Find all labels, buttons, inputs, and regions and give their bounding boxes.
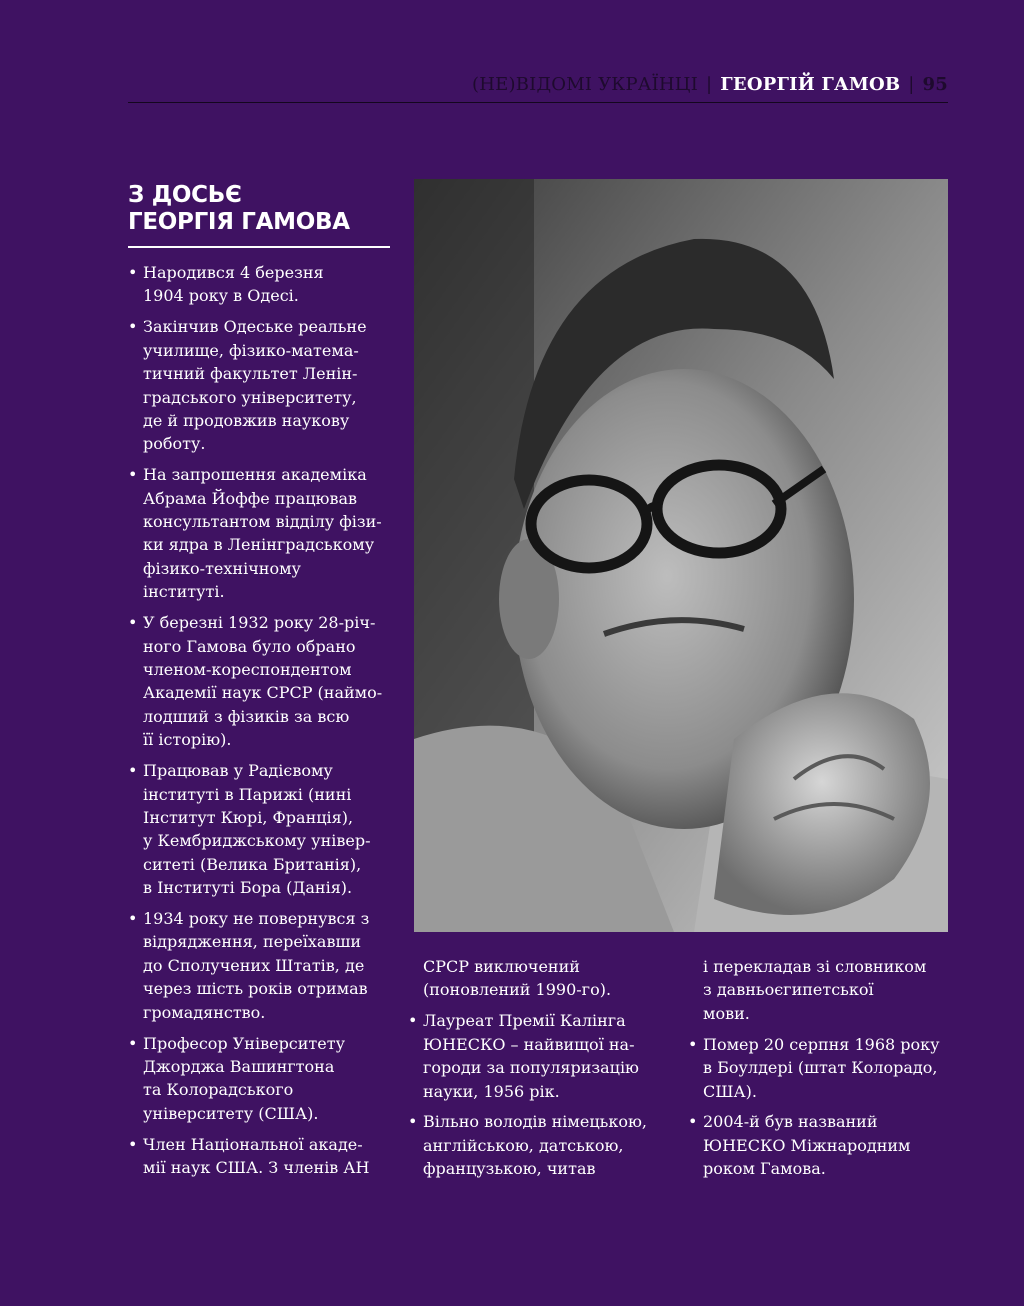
- fact-item: [128, 611, 390, 751]
- text-line: • Вільно володів німецькою,: [423, 1112, 647, 1132]
- text-line: і перекладав зі словником: [703, 957, 927, 976]
- fact-item: [128, 907, 390, 1024]
- fact-list-3: [688, 1033, 948, 1181]
- text-line: лодший з фізиків за всю: [143, 706, 350, 726]
- text-line: градського університету,: [143, 387, 357, 407]
- text-line: та Колорадського: [143, 1080, 294, 1100]
- text-line: ЮНЕСКО – найвищої на-: [423, 1034, 635, 1054]
- text-line: громадянство.: [143, 1002, 266, 1022]
- fact-item: [128, 261, 390, 308]
- text-line: де й продовжив наукову: [143, 410, 350, 430]
- fact-item: [408, 1110, 663, 1180]
- text-line: • У березні 1932 року 28-річ-: [143, 613, 376, 633]
- text-line: роком Гамова.: [703, 1159, 826, 1179]
- fact-item: [128, 315, 390, 455]
- text-line: • На запрошення академіка: [143, 465, 367, 485]
- fact-list-2: [408, 1009, 663, 1180]
- dossier-heading-line-1: З ДОСЬЄ: [128, 182, 242, 208]
- text-line: городи за популяризацію: [423, 1058, 639, 1078]
- text-line: роботу.: [143, 434, 206, 454]
- text-line: мови.: [703, 1003, 750, 1023]
- dossier-heading: [128, 182, 390, 248]
- header-separator-2: |: [908, 73, 915, 95]
- text-line: її історію).: [143, 730, 232, 750]
- text-line: 1904 року в Одесі.: [143, 286, 299, 306]
- text-line: науки, 1956 рік.: [423, 1081, 560, 1101]
- fact-item: [128, 463, 390, 603]
- text-line: ки ядра в Ленінградському: [143, 535, 375, 555]
- text-line: в Боулдері (штат Колорадо,: [703, 1058, 938, 1078]
- fact-item: [128, 759, 390, 899]
- text-line: • Лауреат Премії Калінга: [423, 1011, 626, 1031]
- person-name: ГЕОРГІЙ ГАМОВ: [720, 73, 901, 95]
- portrait-illustration: [414, 179, 948, 932]
- fact-item: [128, 1032, 390, 1126]
- text-line: • 2004-й був названий: [703, 1112, 878, 1132]
- text-line: відрядження, переїхавши: [143, 932, 362, 952]
- text-line: французькою, читав: [423, 1159, 596, 1179]
- text-line: ситеті (Велика Британія),: [143, 854, 362, 874]
- text-line: • Закінчив Одеське реальне: [143, 317, 367, 337]
- text-line: у Кембриджському універ-: [143, 831, 371, 851]
- text-line: фізико-технічному: [143, 558, 301, 578]
- fact-list-column-1: [128, 261, 390, 1187]
- text-line: мії наук США. З членів АН: [143, 1158, 370, 1178]
- section-title: (НЕ)ВІДОМІ УКРАЇНЦІ: [472, 73, 699, 95]
- continued-text: [408, 955, 663, 1002]
- text-line: англійською, датською,: [423, 1135, 624, 1155]
- text-line: • Професор Університету: [143, 1033, 346, 1053]
- text-line: СРСР виключений: [423, 957, 580, 976]
- text-line: Абрама Йоффе працював: [143, 488, 358, 508]
- text-line: ного Гамова було обрано: [143, 636, 356, 656]
- text-line: Інститут Кюрі, Франція),: [143, 807, 354, 827]
- text-line: через шість років отримав: [143, 979, 368, 999]
- text-line: інституті.: [143, 582, 225, 602]
- fact-item: [688, 1110, 948, 1180]
- page-number: 95: [922, 73, 948, 95]
- fact-item: [408, 1009, 663, 1103]
- text-line: США).: [703, 1081, 757, 1101]
- continued-text: [688, 955, 948, 1025]
- text-line: інституті в Парижі (нині: [143, 784, 352, 804]
- text-line: Академії наук СРСР (наймо-: [143, 683, 383, 703]
- text-line: з давньоєгипетської: [703, 980, 874, 1000]
- text-line: ЮНЕСКО Міжнародним: [703, 1135, 911, 1155]
- text-line: членом-кореспондентом: [143, 660, 352, 679]
- portrait-photo: [414, 179, 948, 932]
- text-line: • Член Національної акаде-: [143, 1134, 363, 1154]
- text-line: • 1934 року не повернувся з: [143, 909, 370, 929]
- fact-list-column-2: [408, 955, 663, 1188]
- text-line: університету (США).: [143, 1103, 319, 1123]
- dossier-heading-line-2: ГЕОРГІЯ ГАМОВА: [128, 209, 350, 235]
- text-line: тичний факультет Ленін-: [143, 364, 358, 384]
- text-line: консультантом відділу фізи-: [143, 512, 382, 532]
- text-line: • Працював у Радієвому: [143, 761, 333, 781]
- text-line: до Сполучених Штатів, де: [143, 955, 365, 975]
- text-line: (поновлений 1990-го).: [423, 980, 612, 1000]
- fact-item: [688, 1033, 948, 1103]
- text-line: училище, фізико-матема-: [143, 340, 359, 360]
- fact-list-column-3: [688, 955, 948, 1188]
- running-header: [128, 66, 948, 103]
- text-line: • Помер 20 серпня 1968 року: [703, 1034, 940, 1054]
- text-line: Джорджа Вашингтона: [143, 1057, 335, 1076]
- fact-item: [128, 1133, 390, 1180]
- header-separator: |: [706, 73, 713, 95]
- text-line: в Інституті Бора (Данія).: [143, 878, 353, 898]
- text-line: • Народився 4 березня: [143, 263, 324, 282]
